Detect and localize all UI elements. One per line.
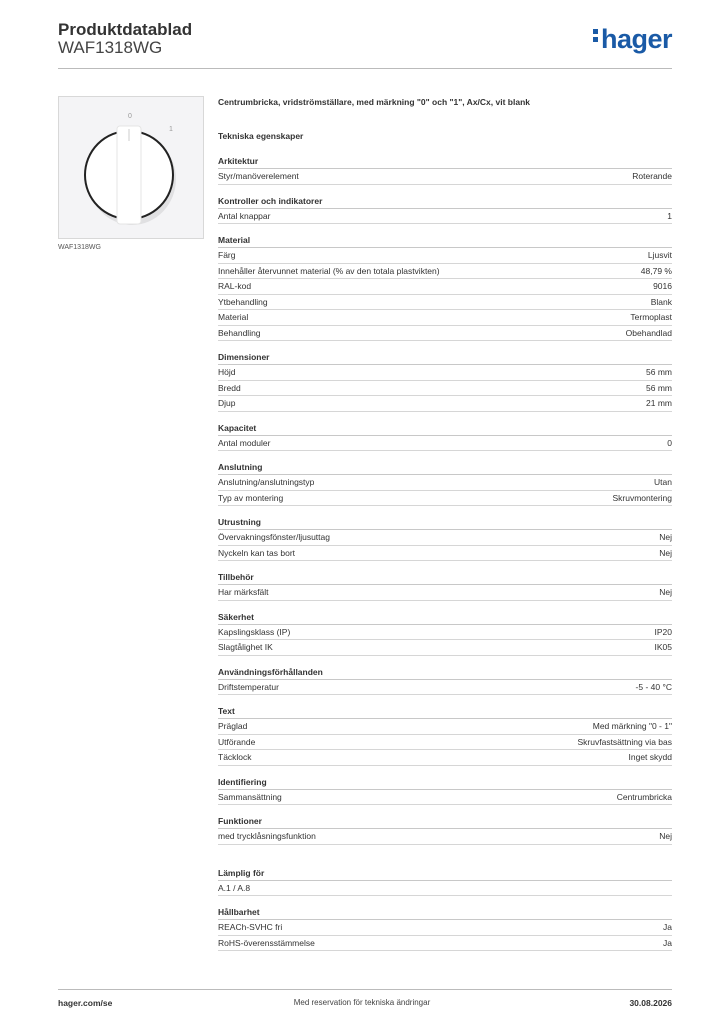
spec-row [218, 680, 672, 696]
spec-label: Höjd [218, 367, 236, 377]
spec-row [218, 735, 672, 751]
product-code-subtitle: WAF1318WG [58, 38, 163, 57]
spec-group-title: Anslutning [218, 460, 672, 475]
footer-disclaimer: Med reservation för tekniska ändringar [293, 998, 431, 1007]
spec-value: Nej [659, 547, 672, 558]
product-description: Centrumbricka, vridströmställare, med märkning "0" och "1", Ax/Cx, vit blank [218, 97, 530, 107]
spec-value: Inget skydd [628, 752, 672, 762]
footer-date: 30.08.2026 [629, 998, 672, 1008]
dial-mark-1: 1 [169, 126, 173, 133]
spec-group-title: Identifiering [218, 775, 672, 790]
spec-row [218, 750, 672, 766]
spec-group-title: Hållbarhet [218, 905, 672, 920]
spec-value: 21 mm [646, 398, 672, 408]
spec-label: Antal moduler [218, 437, 271, 448]
spec-row [218, 264, 672, 280]
spec-row [218, 248, 672, 264]
spec-row [218, 881, 672, 897]
spec-value: Nej [659, 532, 672, 542]
spec-label: Färg [218, 250, 236, 260]
spec-label: Sammansättning [218, 791, 282, 802]
spec-label: Övervakningsfönster/ljusuttag [218, 532, 330, 542]
spec-label: Kapslingsklass (IP) [218, 626, 291, 637]
spec-label: Ytbehandling [218, 296, 268, 307]
spec-label: Slagtålighet IK [218, 642, 273, 652]
spec-row [218, 719, 672, 735]
spec-value: -5 - 40 °C [635, 681, 672, 692]
spec-value: Ja [663, 937, 672, 948]
spec-row [218, 295, 672, 311]
spec-row [218, 381, 672, 397]
spec-value: Centrumbricka [616, 791, 672, 802]
spec-value: 1 [667, 210, 672, 221]
image-caption: WAF1318WG [58, 244, 101, 251]
specs-heading: Tekniska egenskaper [218, 131, 304, 141]
spec-group-title: Material [218, 233, 672, 248]
spec-label: Anslutning/anslutningstyp [218, 477, 315, 487]
footer-website: hager.com/se [58, 998, 113, 1008]
spec-group-title: Användningsförhållanden [218, 665, 672, 680]
spec-label: med trycklåsningsfunktion [218, 831, 316, 841]
page-title: Produktdatablad [58, 20, 193, 39]
spec-label: REACh-SVHC fri [218, 922, 283, 932]
spec-value: 56 mm [646, 367, 672, 377]
spec-group-title: Dimensioner [218, 350, 672, 365]
spec-group-title: Lämplig för [218, 866, 672, 881]
spec-group-title: Text [218, 704, 672, 719]
spec-label: Präglad [218, 721, 248, 731]
specs-section [218, 130, 672, 951]
spec-value: Nej [659, 831, 672, 841]
spec-label: Täcklock [218, 752, 252, 762]
spec-label: Innehåller återvunnet material (% av den totala plastvikten) [218, 265, 440, 276]
spec-value: Skruvmontering [612, 492, 672, 503]
spec-value: Roterande [632, 171, 672, 181]
spec-value: 56 mm [646, 382, 672, 393]
spec-value: Obehandlad [625, 327, 672, 338]
spec-group-title: Funktioner [218, 814, 672, 829]
spec-row [218, 920, 672, 936]
spec-value: Nej [659, 587, 672, 597]
spec-group-title: Kapacitet [218, 421, 672, 436]
spec-row [218, 936, 672, 952]
spec-label: Material [218, 312, 249, 322]
spec-label: Utförande [218, 736, 256, 747]
spec-group-title: Tillbehör [218, 570, 672, 585]
spec-label: A.1 / A.8 [218, 882, 251, 893]
spec-row [218, 829, 672, 845]
logo-text: hager [600, 24, 672, 54]
spec-group-title: Kontroller och indikatorer [218, 194, 672, 209]
spec-label: Driftstemperatur [218, 681, 279, 692]
spec-label: Behandling [218, 327, 261, 338]
spec-label: Nyckeln kan tas bort [218, 547, 296, 558]
spec-row [218, 530, 672, 546]
spec-row [218, 169, 672, 185]
spec-row [218, 546, 672, 562]
spec-value: Med märkning "0 - 1" [592, 721, 672, 731]
footer-divider [58, 989, 672, 990]
spec-value: Skruvfastsättning via bas [577, 736, 672, 747]
spec-label: Styr/manöverelement [218, 171, 299, 181]
header-divider [58, 68, 672, 69]
spec-group-title: Arkitektur [218, 154, 672, 169]
spec-row [218, 790, 672, 806]
spec-value: Blank [650, 296, 672, 307]
spec-row [218, 625, 672, 641]
spec-group-title: Säkerhet [218, 610, 672, 625]
dial-mark-0: 0 [128, 113, 132, 120]
spec-row [218, 310, 672, 326]
spec-row [218, 585, 672, 601]
hager-logo [593, 26, 672, 53]
spec-value: Utan [654, 477, 672, 487]
spec-value: Ja [663, 922, 672, 932]
spec-value: Termoplast [630, 312, 672, 322]
product-image [58, 96, 204, 239]
logo-dots-icon [593, 26, 599, 45]
spec-row [218, 640, 672, 656]
spec-group-title: Utrustning [218, 515, 672, 530]
spec-label: Typ av montering [218, 492, 284, 503]
spec-label: RoHS-överensstämmelse [218, 937, 315, 948]
spec-label: Antal knappar [218, 210, 271, 221]
spec-label: Bredd [218, 382, 241, 393]
spec-row [218, 209, 672, 225]
rotary-switch-image [59, 97, 203, 238]
spec-row [218, 396, 672, 412]
spec-value: IK05 [654, 642, 672, 652]
spec-row [218, 436, 672, 452]
spec-value: 48,79 % [640, 265, 672, 276]
spec-label: Har märksfält [218, 587, 269, 597]
spec-row [218, 491, 672, 507]
spec-value: Ljusvit [647, 250, 672, 260]
spec-row [218, 279, 672, 295]
spec-row [218, 365, 672, 381]
spec-row [218, 326, 672, 342]
spec-value: 9016 [653, 281, 672, 291]
spec-label: Djup [218, 398, 236, 408]
spec-value: IP20 [654, 626, 672, 637]
spec-row [218, 475, 672, 491]
spec-label: RAL-kod [218, 281, 252, 291]
spec-value: 0 [667, 437, 672, 448]
